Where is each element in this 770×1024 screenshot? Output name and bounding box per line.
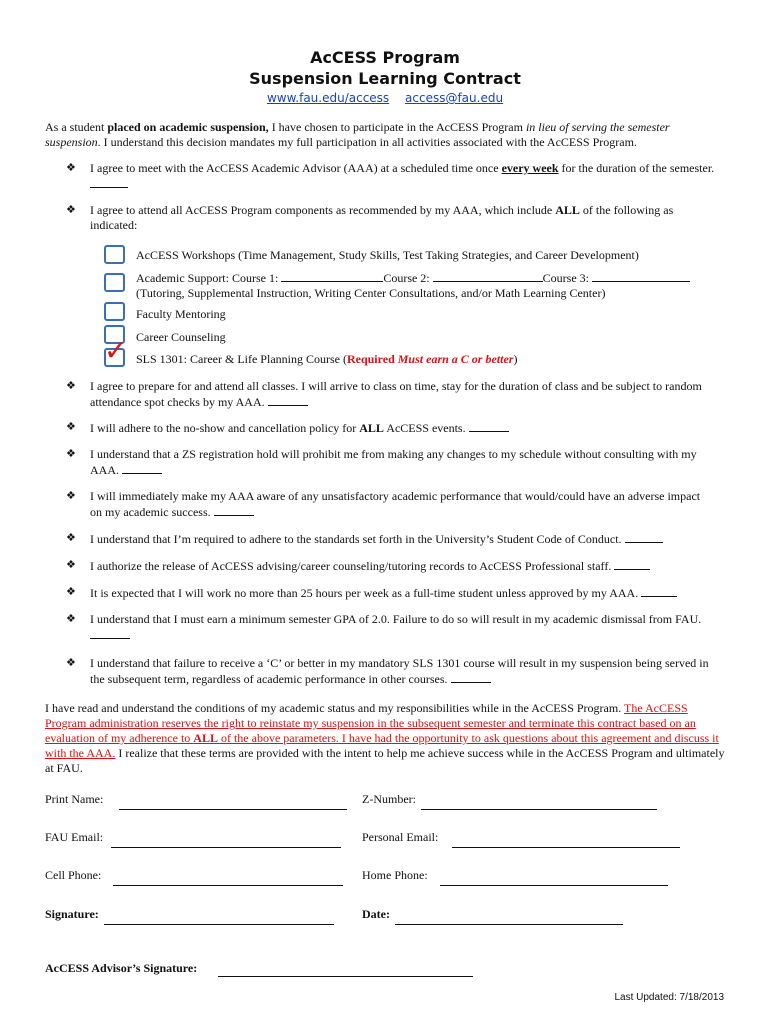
- signature-label: Signature:: [45, 907, 99, 921]
- initial-blank[interactable]: [90, 176, 128, 188]
- course-3-field[interactable]: [592, 270, 690, 282]
- academic-support-label: Academic Support: Course 1: Course 2: Course 3: (Tutoring, Supplemental Instruction, Writing Center Consultations, and/or Math Learning Center): [136, 270, 746, 301]
- academic-support-checkbox[interactable]: [104, 273, 125, 292]
- fau-email-field[interactable]: [111, 847, 341, 848]
- print-name-label: Print Name:: [45, 792, 104, 806]
- personal-email-field[interactable]: [452, 847, 680, 848]
- last-updated: Last Updated: 7/18/2013: [614, 992, 724, 1003]
- course-2-field[interactable]: [433, 270, 543, 282]
- diamond-bullet-icon: ❖: [66, 490, 76, 502]
- diamond-bullet-icon: ❖: [66, 162, 76, 174]
- document-subtitle: Suspension Learning Contract: [249, 69, 521, 88]
- checkmark-icon: ✓: [104, 334, 128, 367]
- personal-email-label: Personal Email:: [362, 830, 439, 844]
- cell-phone-field[interactable]: [113, 885, 343, 886]
- initial-blank[interactable]: [625, 531, 663, 543]
- website-link[interactable]: www.fau.edu/access: [266, 91, 390, 105]
- career-counseling-label: Career Counseling: [136, 330, 226, 344]
- initial-blank[interactable]: [214, 504, 254, 516]
- cell-phone-label: Cell Phone:: [45, 868, 102, 882]
- document-title: AcCESS Program: [310, 48, 460, 67]
- initial-blank[interactable]: [451, 671, 491, 683]
- diamond-bullet-icon: ❖: [66, 380, 76, 392]
- initial-blank[interactable]: [122, 462, 162, 474]
- print-name-field[interactable]: [119, 809, 347, 810]
- diamond-bullet-icon: ❖: [66, 559, 76, 571]
- workshops-label: AcCESS Workshops (Time Management, Study Skills, Test Taking Strategies, and Career Development): [136, 248, 639, 262]
- date-label: Date:: [362, 907, 390, 921]
- faculty-mentoring-label: Faculty Mentoring: [136, 307, 226, 321]
- diamond-bullet-icon: ❖: [66, 448, 76, 460]
- date-field[interactable]: [395, 924, 623, 925]
- initial-blank[interactable]: [614, 558, 650, 570]
- diamond-bullet-icon: ❖: [66, 613, 76, 625]
- diamond-bullet-icon: ❖: [66, 204, 76, 216]
- course-1-field[interactable]: [281, 270, 383, 282]
- initial-blank[interactable]: [469, 420, 509, 432]
- closing-paragraph: I have read and understand the conditions of my academic status and my responsibilities while in the AcCESS Program. The AcCESS Program administration reserves the right to reinstate my suspension in the subsequent semester and terminate this contract based on an evaluation of my adherence to ALL of the above parameters. I have had the opportunity to ask questions about this agreement and discuss it with the AAA. I realize that these terms are provided with the intent to help me achieve success while in the AcCESS Program and ultimately at FAU.: [45, 701, 725, 775]
- z-number-field[interactable]: [421, 809, 657, 810]
- advisor-signature-field[interactable]: [218, 976, 473, 977]
- initial-blank[interactable]: [268, 394, 308, 406]
- diamond-bullet-icon: ❖: [66, 586, 76, 598]
- contact-links: [0, 91, 770, 105]
- initial-blank[interactable]: [641, 585, 677, 597]
- fau-email-label: FAU Email:: [45, 830, 104, 844]
- faculty-mentoring-checkbox[interactable]: [104, 302, 125, 321]
- diamond-bullet-icon: ❖: [66, 421, 76, 433]
- home-phone-field[interactable]: [440, 885, 668, 886]
- home-phone-label: Home Phone:: [362, 868, 428, 882]
- workshops-checkbox[interactable]: [104, 245, 125, 264]
- initial-blank[interactable]: [90, 627, 130, 639]
- intro-paragraph: As a student placed on academic suspension, I have chosen to participate in the AcCESS Program in lieu of serving the semester suspension. I understand this decision mandates my full participation in all activities associated with the AcCESS Program.: [45, 120, 670, 149]
- diamond-bullet-icon: ❖: [66, 657, 76, 669]
- email-link[interactable]: access@fau.edu: [405, 91, 504, 105]
- contract-page: AcCESS Program Suspension Learning Contract www.fau.edu/access access@fau.edu As a student placed on academic suspension, I have chosen to participate in the AcCESS Program in lieu of serving the semester suspension. I understand this decision mandates my full participation in all activities associated with the AcCESS Program. ❖ I agree to meet with the AcCESS Academic Advisor (AAA) at a scheduled time once every week for the duration of the semester. ❖ I agree to attend all AcCESS Program components as recommended by my AAA, which include ALL of the following as indicated: AcCESS Workshops (Time Management, Study Skills, Test Taking Strategies, and Career Development) Academic Support: Course 1: Course 2: Course 3: (Tutoring, Supplemental Instruction, Writing Center Consultations, and/or Math Learning Center) Faculty Mentoring Career Counseling ✓ SLS 1301: Career & Life Planning Course (Required Must earn a C or better) ❖ I agree to prepare for and attend all classes. I will arrive to class on time, stay for the duration of class and be subject to random attendance spot checks by my AAA. ❖ I will adhere to the no-show and cancellation policy for ALL AcCESS events. ❖ I understand that a ZS registration hold will prohibit me from making any changes to my schedule without consulting with my AAA. ❖ I will immediately make my AAA aware of any unsatisfactory academic performance that would/could have an adverse impact on my academic success. ❖ I understand that I’m required to adhere to the standards set forth in the University’s Student Code of Conduct. ❖ I authorize the release of AcCESS advising/career counseling/tutoring records to AcCESS Professional staff. ❖ It is expected that I will work no more than 25 hours per week as a full-time student unless approved by my AAA. ❖ I understand that I must earn a minimum semester GPA of 2.0. Failure to do so will result in my academic dismissal from FAU. ❖ I understand that failure to receive a ‘C’ or better in my mandatory SLS 1301 course will result in my suspension being served in the subsequent term, regardless of academic performance in other courses. I have read and understand the conditions of my academic status and my responsibilities while in the AcCESS Program. The AcCESS Program administration reserves the right to reinstate my suspension in the subsequent semester and terminate this contract based on an evaluation of my adherence to ALL of the above parameters. I have had the opportunity to ask questions about this agreement and discuss it with the AAA. I realize that these terms are provided with the intent to help me achieve success while in the AcCESS Program and ultimately at FAU. Print Name: Z-Number: FAU Email: Personal Email: Cell Phone: Home Phone: Signature: Date: AcCESS Advisor’s Signature: Last Updated: 7/18/2013: [0, 0, 770, 1024]
- signature-field[interactable]: [104, 924, 334, 925]
- sls-1301-label: SLS 1301: Career & Life Planning Course (Required Must earn a C or better): [136, 352, 518, 366]
- z-number-label: Z-Number:: [362, 792, 416, 806]
- diamond-bullet-icon: ❖: [66, 532, 76, 544]
- advisor-signature-label: AcCESS Advisor’s Signature:: [45, 961, 198, 975]
